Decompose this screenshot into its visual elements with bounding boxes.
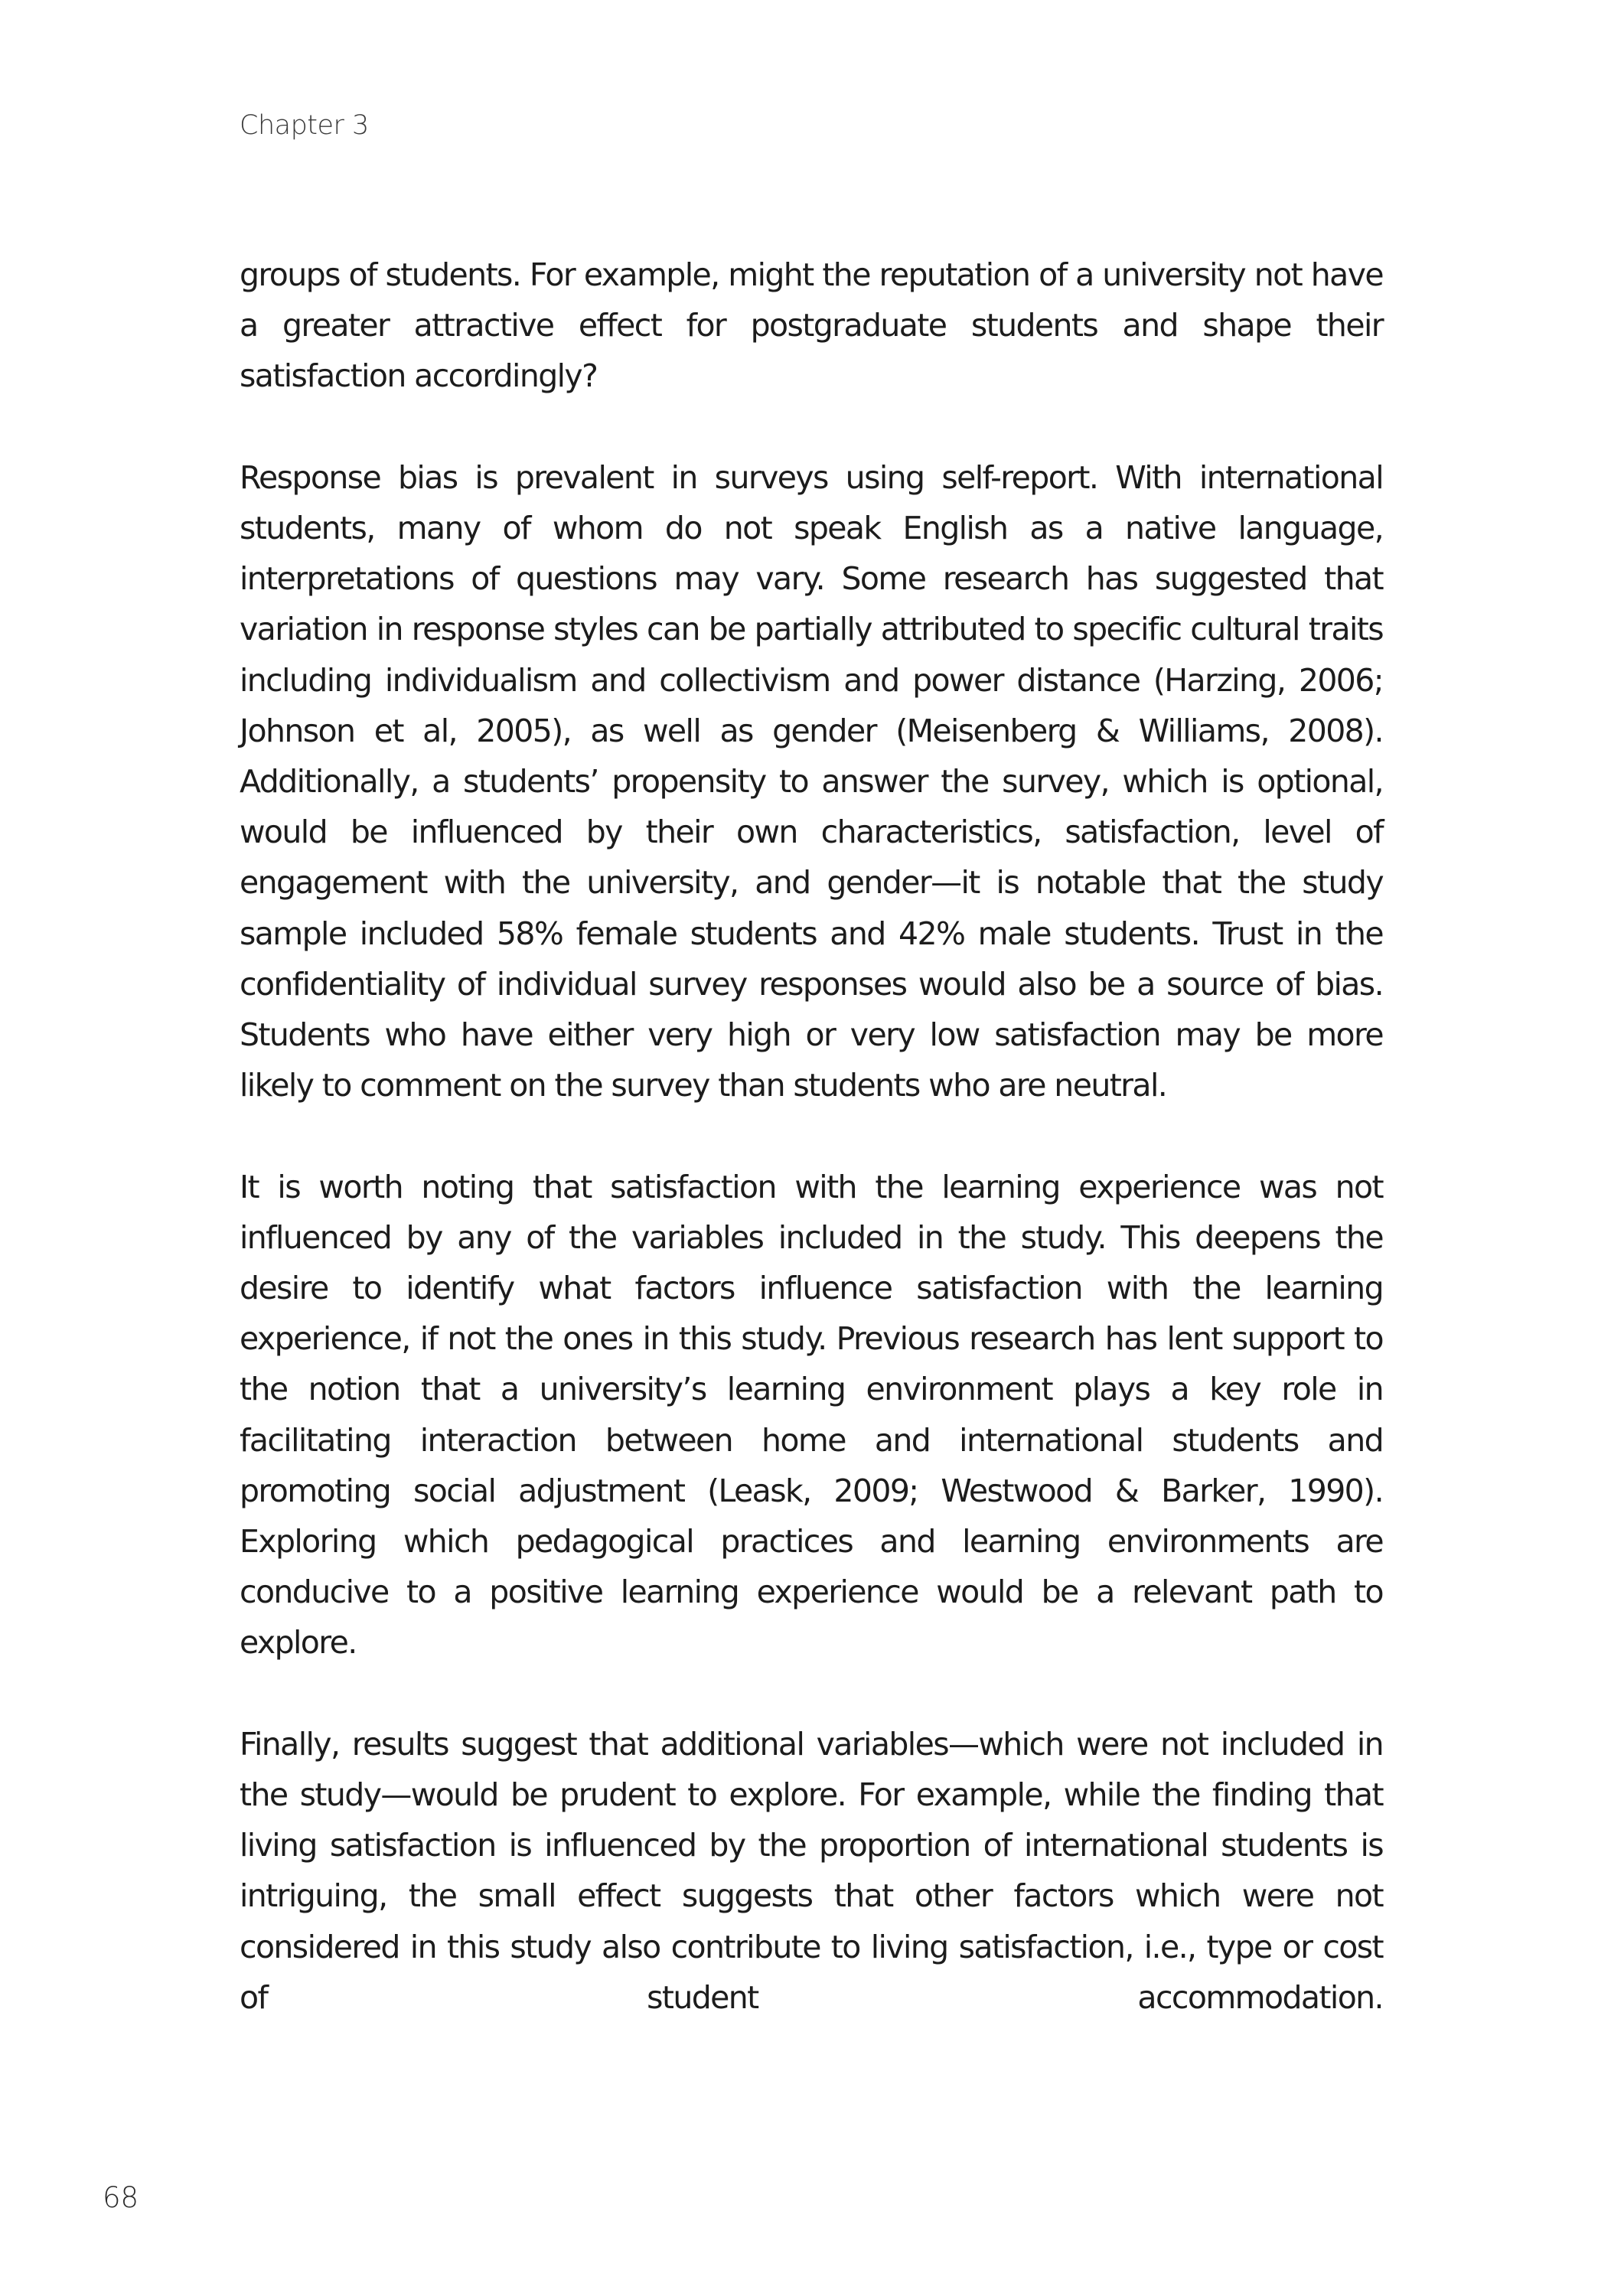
body-text (240, 249, 1383, 2023)
page-number: 68 (103, 2181, 139, 2214)
paragraph-learning-experience: It is worth noting that satisfaction with the learning experience was not influenced by any of the variables included in the study. This deepens the desire to identify what factors influence satisfaction with the learning experience, if not the ones in this study. Previous research has lent support to the notion that a university’s learning environment plays a key role in facilitating interaction between home and international students and promoting social adjustment (Leask, 2009; Westwood & Barker, 1990). Exploring which pedagogical practices and learning environments are conducive to a positive learning experience would be a relevant path to explore. (240, 1168, 1383, 1662)
paragraph-student-groups: groups of students. For example, might the reputation of a university not have a greater attractive effect for postgraduate students and shape their satisfaction accordingly? (240, 256, 1383, 395)
running-header-chapter-title: Chapter 3 (240, 110, 369, 141)
paragraph-response-bias: Response bias is prevalent in surveys using self-report. With international students, many of whom do not speak English as a native language, interpretations of questions may vary. Some research has suggested that variation in response styles can be partially attributed to specific cultural traits including individualism and collectivism and power distance (Harzing, 2006; Johnson et al, 2005), as well as gender (Meisenberg & Williams, 2008). Additionally, a students’ propensity to answer the survey, which is optional, would be influenced by their own characteristics, satisfaction, level of engagement with the university, and gender—it is notable that the study sample included 58% female students and 42% male students. Trust in the confidentiality of individual survey responses would also be a source of bias. Students who have either very high or very low satisfaction may be more likely to comment on the survey than students who are neutral. (240, 458, 1383, 1104)
paragraph-additional-variables: Finally, results suggest that additional variables—which were not included in the study—would be prudent to explore. For example, while the finding that living satisfaction is influenced by the proportion of international students is intriguing, the small effect suggests that other factors which were not considered in this study also contribute to living satisfaction, i.e., type or cost of student accommodation. (240, 1725, 1383, 2016)
